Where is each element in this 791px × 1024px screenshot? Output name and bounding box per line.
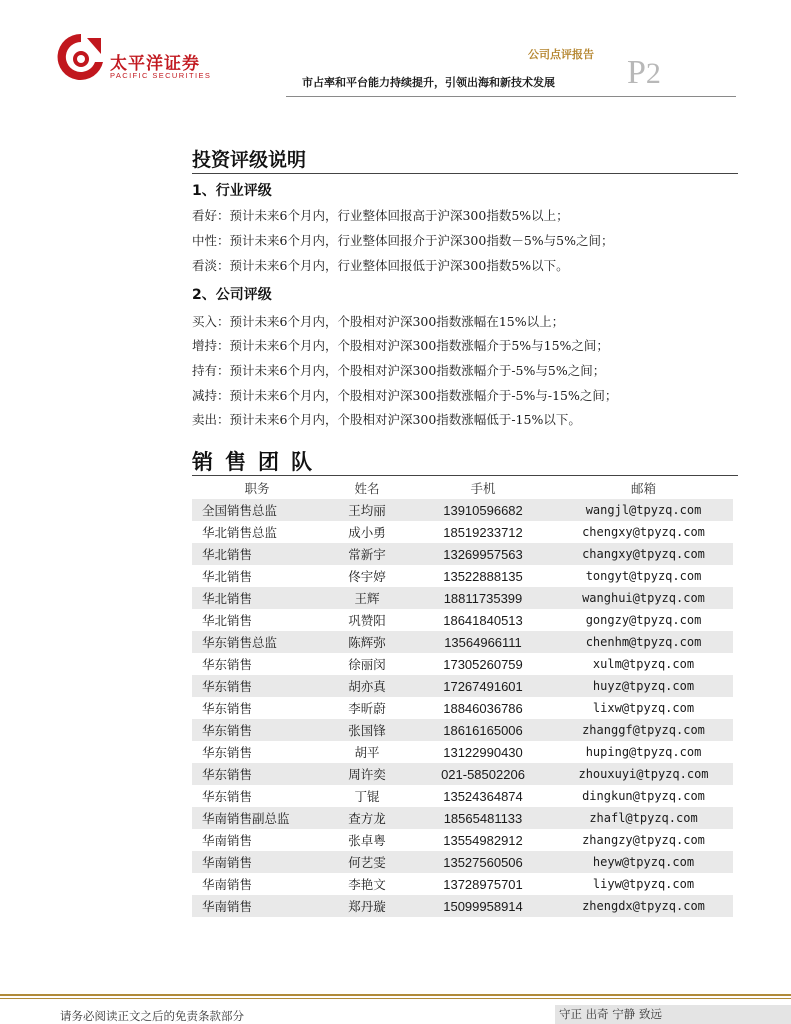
row-role: 华南销售副总监 <box>192 807 322 829</box>
row-role: 华东销售 <box>192 719 322 741</box>
row-email: huyz@tpyzq.com <box>554 675 733 697</box>
industry-rating-line: 看淡：预计未来6个月内，行业整体回报低于沪深300指数5%以下。 <box>192 258 569 273</box>
row-role: 华南销售 <box>192 851 322 873</box>
brand-name-cn: 太平洋证券 <box>110 54 200 74</box>
rating-section-title: 投资评级说明 <box>192 149 307 171</box>
sales-team-table <box>192 477 733 917</box>
row-phone: 13524364874 <box>443 788 523 804</box>
row-role: 华东销售 <box>192 675 322 697</box>
row-email: chengxy@tpyzq.com <box>582 525 705 539</box>
row-email: zhengdx@tpyzq.com <box>554 895 733 917</box>
row-name: 王均丽 <box>322 499 412 521</box>
row-email: heyw@tpyzq.com <box>554 851 733 873</box>
row-role: 华北销售 <box>192 587 322 609</box>
table-row <box>192 763 733 785</box>
row-phone: 18565481133 <box>412 807 554 829</box>
row-name: 陈辉弥 <box>322 631 412 653</box>
row-email: dingkun@tpyzq.com <box>582 789 705 803</box>
table-row <box>192 829 733 851</box>
sales-team-divider <box>192 475 738 476</box>
row-name: 胡平 <box>354 745 380 760</box>
footer-divider-thin <box>0 998 791 999</box>
company-rating-line: 卖出：预计未来6个月内，个股相对沪深300指数涨幅低于-15%以下。 <box>192 412 581 427</box>
sales-team-title: 销售团队 <box>192 450 324 474</box>
row-phone: 021-58502206 <box>412 763 554 785</box>
row-name: 何艺雯 <box>322 851 412 873</box>
row-role: 华东销售总监 <box>192 631 322 653</box>
row-phone: 13728975701 <box>443 876 523 892</box>
row-role: 华北销售总监 <box>202 525 278 540</box>
row-role: 华东销售 <box>202 789 253 804</box>
row-email: chenhm@tpyzq.com <box>554 631 733 653</box>
row-phone: 18846036786 <box>443 700 523 716</box>
table-row <box>192 851 733 873</box>
footer-disclaimer: 请务必阅读正文之后的免责条款部分 <box>60 1009 244 1023</box>
row-email: zhouxuyi@tpyzq.com <box>554 763 733 785</box>
row-name: 张国锋 <box>322 719 412 741</box>
company-rating-line: 持有：预计未来6个月内，个股相对沪深300指数涨幅介于-5%与5%之间； <box>192 363 606 378</box>
row-email: zhafl@tpyzq.com <box>554 807 733 829</box>
row-email: zhanggf@tpyzq.com <box>554 719 733 741</box>
row-phone: 18811735399 <box>412 587 554 609</box>
table-row <box>192 675 733 697</box>
industry-rating-title: 1、行业评级 <box>192 183 272 199</box>
page-number <box>627 54 661 92</box>
row-phone: 13527560506 <box>412 851 554 873</box>
column-header-email: 邮箱 <box>630 481 656 496</box>
row-email: huping@tpyzq.com <box>585 745 702 759</box>
row-phone: 13269957563 <box>412 543 554 565</box>
table-row <box>192 499 733 521</box>
row-role: 华东销售 <box>202 745 253 760</box>
table-row <box>192 521 733 543</box>
page-header <box>0 0 791 100</box>
row-role: 全国销售总监 <box>192 499 322 521</box>
row-name: 周许奕 <box>322 763 412 785</box>
row-name: 常新宇 <box>322 543 412 565</box>
row-role: 华东销售 <box>202 657 253 672</box>
table-row <box>192 785 733 807</box>
industry-rating-line: 中性：预计未来6个月内，行业整体回报介于沪深300指数－5%与5%之间； <box>192 233 614 248</box>
company-rating-line: 减持：预计未来6个月内，个股相对沪深300指数涨幅介于-5%与-15%之间； <box>192 388 618 403</box>
row-role: 华南销售 <box>202 877 253 892</box>
row-phone: 13554982912 <box>443 832 523 848</box>
table-row <box>192 697 733 719</box>
row-email: tongyt@tpyzq.com <box>585 569 702 583</box>
document-type: 公司点评报告 <box>528 48 594 61</box>
row-phone: 18519233712 <box>443 524 523 540</box>
row-phone: 18641840513 <box>443 612 523 628</box>
column-header-name: 姓名 <box>354 481 380 496</box>
industry-rating-line: 看好：预计未来6个月内，行业整体回报高于沪深300指数5%以上； <box>192 208 569 223</box>
table-row <box>192 609 733 631</box>
table-row <box>192 807 733 829</box>
page-number-value: 2 <box>645 57 661 90</box>
row-name: 胡亦真 <box>322 675 412 697</box>
row-role: 华东销售 <box>192 763 322 785</box>
row-phone: 13564966111 <box>412 631 554 653</box>
row-phone: 17305260759 <box>443 656 523 672</box>
row-email: zhangzy@tpyzq.com <box>582 833 705 847</box>
row-phone: 15099958914 <box>412 895 554 917</box>
row-name: 丁锟 <box>354 789 380 804</box>
row-email: changxy@tpyzq.com <box>554 543 733 565</box>
brand-name-en: PACIFIC SECURITIES <box>110 71 212 80</box>
row-name: 佟宇婷 <box>348 569 386 584</box>
header-divider <box>286 96 736 97</box>
row-phone: 13522888135 <box>443 568 523 584</box>
row-email: wangjl@tpyzq.com <box>554 499 733 521</box>
row-role: 华东销售 <box>202 701 253 716</box>
row-role: 华南销售 <box>202 833 253 848</box>
table-row <box>192 587 733 609</box>
table-row <box>192 741 733 763</box>
row-email: gongzy@tpyzq.com <box>585 613 702 627</box>
row-name: 巩赞阳 <box>348 613 386 628</box>
row-name: 李艳文 <box>348 877 386 892</box>
row-email: lixw@tpyzq.com <box>592 701 695 715</box>
company-rating-line: 买入：预计未来6个月内，个股相对沪深300指数涨幅在15%以上； <box>192 314 565 329</box>
column-header-role: 职务 <box>244 481 270 496</box>
company-logo-icon <box>57 32 105 82</box>
row-name: 张卓粤 <box>348 833 386 848</box>
table-row <box>192 565 733 587</box>
column-header-phone: 手机 <box>470 481 496 496</box>
table-row <box>192 631 733 653</box>
row-name: 李昕蔚 <box>348 701 386 716</box>
row-name: 查方龙 <box>322 807 412 829</box>
table-row <box>192 543 733 565</box>
row-name: 徐丽闵 <box>348 657 386 672</box>
row-role: 华南销售 <box>192 895 322 917</box>
row-name: 成小勇 <box>348 525 386 540</box>
document-title: 市占率和平台能力持续提升，引领出海和新技术发展 <box>302 76 555 89</box>
table-row <box>192 873 733 895</box>
table-row <box>192 895 733 917</box>
footer-divider <box>0 994 791 996</box>
row-phone: 17267491601 <box>412 675 554 697</box>
table-row <box>192 653 733 675</box>
row-name: 郑丹璇 <box>322 895 412 917</box>
row-role: 华北销售 <box>202 613 253 628</box>
footer-motto: 守正 出奇 宁静 致远 <box>555 1005 791 1024</box>
row-phone: 13122990430 <box>443 744 523 760</box>
table-row <box>192 719 733 741</box>
row-role: 华北销售 <box>202 569 253 584</box>
row-name: 王辉 <box>322 587 412 609</box>
table-header-row <box>192 477 733 499</box>
row-email: xulm@tpyzq.com <box>592 657 695 671</box>
rating-section-divider <box>192 173 738 174</box>
sales-team-rows <box>192 499 733 917</box>
row-phone: 18616165006 <box>412 719 554 741</box>
company-rating-title: 2、公司评级 <box>192 287 272 303</box>
row-role: 华北销售 <box>192 543 322 565</box>
row-email: liyw@tpyzq.com <box>592 877 695 891</box>
page-prefix: P <box>627 54 646 91</box>
company-rating-line: 增持：预计未来6个月内，个股相对沪深300指数涨幅介于5%与15%之间； <box>192 338 609 353</box>
row-email: wanghui@tpyzq.com <box>554 587 733 609</box>
row-phone: 13910596682 <box>412 499 554 521</box>
